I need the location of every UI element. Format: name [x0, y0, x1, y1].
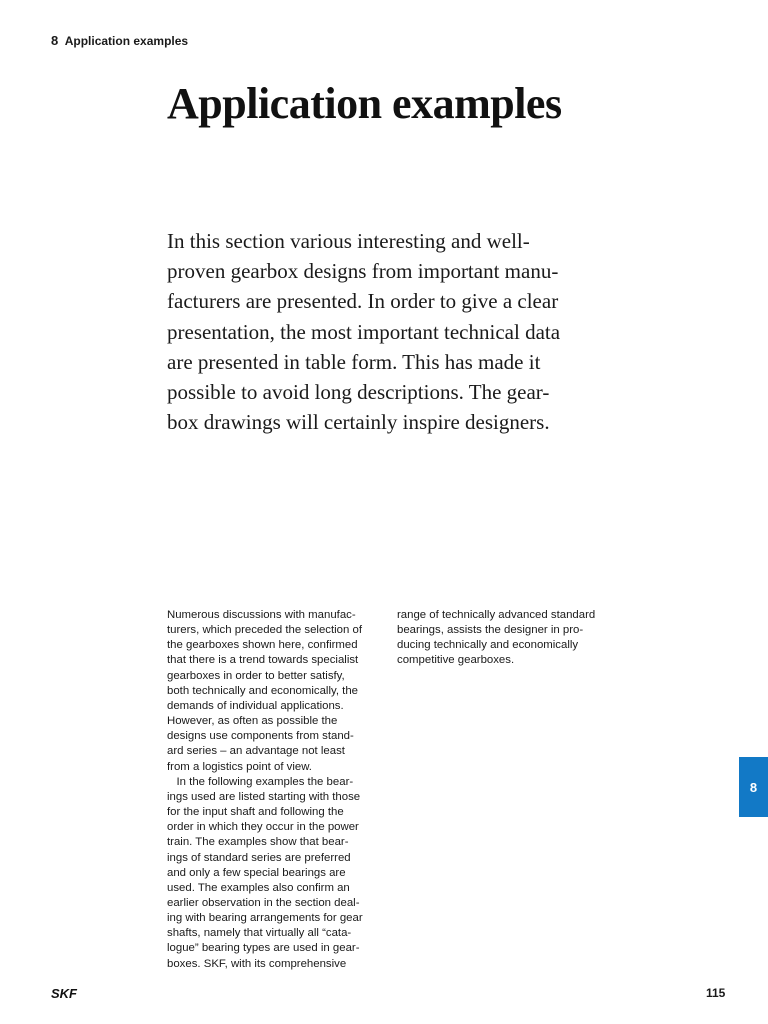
skf-logo	[51, 986, 91, 1000]
left-column-line: train. The examples show that bear-	[167, 836, 349, 849]
left-column-line: used. The examples also confirm an	[167, 881, 350, 894]
intro-lines-line: box drawings will certainly inspire designers.	[167, 410, 550, 435]
left-column-line: ing with bearing arrangements for gear	[167, 912, 363, 925]
intro-paragraph	[167, 226, 617, 437]
intro-lines-line: are presented in table form. This has made it	[167, 349, 541, 374]
page-number: 115	[706, 986, 726, 1000]
chapter-number: 8	[51, 33, 59, 48]
left-column-line: shafts, namely that virtually all “cata-	[167, 927, 352, 940]
left-column-line: In the following examples the bear-	[167, 775, 354, 788]
chapter-tab-label: 8	[749, 779, 758, 795]
body-column-left	[167, 608, 363, 972]
left-column-line: order in which they occur in the power	[167, 821, 359, 834]
intro-lines-line: In this section various interesting and well-	[167, 229, 530, 253]
left-column-line: and only a few special bearings are	[167, 866, 346, 879]
left-column-line: demands of individual applications.	[167, 699, 344, 712]
left-column-line: both technically and economically, the	[167, 684, 359, 697]
skf-logo-text: SKF	[51, 986, 77, 1000]
left-column-line: from a logistics point of view.	[167, 760, 312, 773]
left-column-line: for the input shaft and following the	[167, 806, 344, 819]
page-title: Application examples	[167, 79, 562, 128]
body-column-right	[397, 608, 595, 669]
right-column-line: bearings, assists the designer in pro-	[397, 624, 584, 637]
left-column-line: ings used are listed starting with those	[167, 790, 361, 803]
left-column-line: ings of standard series are preferred	[167, 851, 351, 864]
intro-lines-line: proven gearbox designs from important manu-	[167, 259, 559, 284]
right-column-line: competitive gearboxes.	[397, 654, 515, 667]
left-column-line: the gearboxes shown here, confirmed	[167, 639, 358, 652]
running-header	[51, 33, 188, 48]
chapter-tab[interactable]	[739, 757, 768, 817]
intro-lines-line: presentation, the most important technical data	[167, 319, 561, 344]
chapter-title: Application examples	[64, 34, 189, 48]
intro-lines-line: possible to avoid long descriptions. The gear-	[167, 380, 550, 405]
left-column-line: logue” bearing types are used in gear-	[167, 942, 360, 955]
left-column-line: Numerous discussions with manufac-	[167, 609, 356, 621]
right-column-line: range of technically advanced standard	[397, 609, 596, 621]
right-column-line: ducing technically and economically	[397, 639, 579, 652]
left-column-line: gearboxes in order to better satisfy,	[167, 669, 345, 682]
left-column-line: earlier observation in the section deal-	[167, 896, 360, 909]
left-column-line: turers, which preceded the selection of	[167, 624, 363, 637]
left-column-line: boxes. SKF, with its comprehensive	[167, 957, 347, 970]
intro-lines-line: facturers are presented. In order to give a clear	[167, 289, 559, 314]
left-column-line: However, as often as possible the	[167, 715, 338, 728]
left-column-line: that there is a trend towards specialist	[167, 654, 359, 667]
left-column-line: ard series – an advantage not least	[167, 745, 345, 758]
left-column-line: designs use components from stand-	[167, 730, 354, 743]
